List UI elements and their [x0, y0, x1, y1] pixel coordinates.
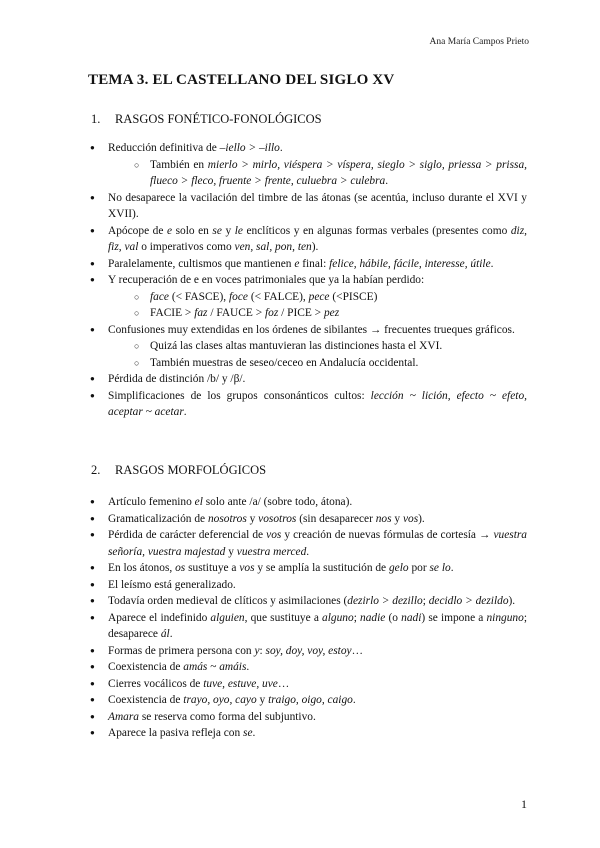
- italic-text: vos: [402, 512, 419, 525]
- bullet-item: [90, 272, 527, 322]
- bullet-text: [108, 676, 527, 693]
- italic-text: alguien: [210, 611, 245, 624]
- bullet-item: [90, 388, 527, 421]
- italic-text: se: [212, 224, 222, 237]
- italic-text: –iello > –illo: [219, 142, 280, 154]
- italic-text: diz, fiz, val: [108, 224, 527, 253]
- text-run: Pérdida de carácter deferencial de: [108, 529, 267, 541]
- bullet-text: [108, 560, 527, 577]
- text-run: No desaparece la vacilación del timbre de las átonas (se acentúa, incluso durante el XVI y XVII).: [108, 191, 527, 220]
- italic-text: lección ~ lición, efecto ~ efeto, aceptar ~ acetar: [108, 389, 527, 418]
- text-run: ) se impone a: [421, 611, 487, 624]
- bullet-item: [90, 190, 527, 223]
- text-run: ;: [422, 595, 429, 607]
- text-run: (< FALCE),: [247, 290, 309, 303]
- bullet-text: [108, 494, 527, 511]
- text-run: Formas de primera persona con: [108, 644, 255, 657]
- text-run: (o: [385, 611, 402, 624]
- bullet-text: [108, 140, 527, 157]
- text-run: .: [252, 727, 256, 739]
- text-run: Confusiones muy extendidas en los órdenes de sibilantes → frecuentes trueques gráficos.: [108, 323, 515, 336]
- text-run: Simplificaciones de los grupos consonánticos cultos:: [108, 389, 371, 402]
- text-run: , que sustituye a: [244, 611, 323, 624]
- text-run: En los átonos,: [108, 562, 176, 574]
- text-run: por: [408, 562, 430, 574]
- italic-text: foce: [229, 290, 248, 303]
- bullet-text: [108, 577, 527, 594]
- text-run: .: [450, 562, 454, 574]
- italic-text: tuve, estuve, uve: [203, 677, 278, 690]
- italic-text: ál: [160, 628, 170, 640]
- text-run: .: [246, 661, 250, 673]
- italic-text: nadi: [401, 611, 422, 624]
- italic-text: nosotros: [207, 512, 247, 525]
- italic-text: faz: [194, 307, 208, 319]
- bullet-item: [90, 371, 527, 388]
- text-run: y creación de nuevas fórmulas de cortesía →: [281, 529, 494, 541]
- bullet-text: [108, 725, 527, 742]
- bullet-item: [90, 676, 527, 693]
- document-title: TEMA 3. EL CASTELLANO DEL SIGLO XV: [88, 72, 395, 88]
- text-run: Cierres vocálicos de: [108, 677, 204, 690]
- text-run: :: [259, 644, 266, 657]
- italic-text: gelo: [388, 562, 409, 574]
- italic-text: decidlo > dezildo: [428, 595, 509, 607]
- italic-text: ninguno: [486, 611, 524, 624]
- bullet-item: [90, 610, 527, 643]
- italic-text: e: [166, 224, 173, 237]
- text-run: (< FASCE),: [168, 290, 229, 303]
- sub-bullet-item: [134, 355, 527, 372]
- text-run: El leísmo está generalizado.: [108, 578, 236, 591]
- italic-text: nadie: [360, 611, 386, 624]
- sub-bullet-item: [134, 305, 527, 322]
- text-run: Coexistencia de: [108, 694, 184, 706]
- text-run: Apócope de: [108, 224, 167, 237]
- italic-text: le: [234, 224, 243, 237]
- italic-text: ven, sal, pon, ten: [234, 241, 312, 253]
- section-list: [90, 494, 527, 742]
- sub-list: [108, 338, 527, 371]
- bullet-text: [108, 388, 527, 421]
- text-run: enclíticos y en algunas formas verbales (presentes como: [242, 224, 511, 237]
- italic-text: vos: [239, 562, 255, 574]
- text-run: …: [277, 677, 290, 690]
- text-run: .: [169, 628, 173, 640]
- text-run: (<PISCE): [329, 290, 378, 303]
- bullet-item: [90, 593, 527, 610]
- bullet-text: [108, 659, 527, 676]
- bullet-text: [108, 322, 527, 339]
- sub-bullet-item: [134, 157, 527, 190]
- bullet-text: [108, 511, 527, 528]
- text-run: se reserva como forma del subjuntivo.: [139, 710, 316, 723]
- sub-list: [108, 289, 527, 322]
- section-heading-morphology: [91, 463, 266, 478]
- text-run: y se amplía la sustitución de: [254, 562, 389, 574]
- italic-text: y: [254, 644, 260, 657]
- italic-text: face: [150, 290, 169, 303]
- text-run: .: [279, 142, 283, 154]
- text-run: También muestras de seseo/ceceo en Andalucía occidental.: [150, 356, 419, 369]
- italic-text: pez: [323, 307, 340, 319]
- text-run: (sin desaparecer: [296, 512, 376, 525]
- italic-text: mierlo > mirlo, viéspera > víspera, sieglo > siglo, priessa > prissa, flueco > fleco, fruente > frente, culuebra > culebra: [150, 158, 527, 187]
- sub-bullet-item: [134, 338, 527, 355]
- text-run: y: [225, 545, 237, 558]
- italic-text: traigo, oigo, caigo: [268, 694, 353, 706]
- text-run: ).: [311, 241, 319, 253]
- text-run: Y recuperación de e en voces patrimoniales que ya la habían perdido:: [108, 274, 425, 286]
- italic-text: dezirlo > dezillo: [347, 595, 423, 607]
- bullet-text: [108, 272, 527, 289]
- text-run: y: [221, 224, 235, 237]
- text-run: y: [246, 512, 259, 525]
- text-run: o imperativos como: [138, 241, 235, 253]
- italic-text: e: [294, 257, 300, 270]
- text-run: / FAUCE >: [207, 307, 265, 319]
- bullet-item: [90, 643, 527, 660]
- section-title: RASGOS FONÉTICO-FONOLÓGICOS: [115, 112, 322, 126]
- italic-text: trayo, oyo, cayo: [183, 694, 257, 706]
- text-run: .: [385, 175, 389, 187]
- bullet-text: [108, 709, 527, 726]
- text-run: / PICE >: [278, 307, 324, 319]
- text-run: ;: [353, 611, 361, 624]
- text-run: final:: [299, 257, 330, 270]
- bullet-text: [108, 223, 527, 256]
- text-run: Artículo femenino: [108, 496, 195, 508]
- section-number: 1.: [91, 112, 101, 126]
- italic-text: vuestra señoría, vuestra majestad: [108, 529, 528, 558]
- text-run: y: [256, 694, 269, 706]
- bullet-item: [90, 659, 527, 676]
- text-run: Pérdida de distinción /b/ y /β/.: [108, 373, 246, 385]
- text-run: Aparece el indefinido: [108, 611, 211, 624]
- bullet-item: [90, 223, 527, 256]
- text-run: FACIE >: [150, 307, 195, 319]
- italic-text: Amara: [108, 710, 140, 723]
- text-run: Gramaticalización de: [108, 512, 208, 525]
- bullet-text: [108, 643, 527, 660]
- italic-text: se: [243, 727, 253, 739]
- text-run: ; desaparece: [108, 611, 527, 640]
- italic-text: el: [194, 496, 203, 508]
- bullet-item: [90, 494, 527, 511]
- text-run: solo en: [172, 224, 213, 237]
- text-run: sustituye a: [185, 562, 240, 574]
- bullet-item: [90, 560, 527, 577]
- italic-text: alguno: [322, 611, 354, 624]
- section-title: RASGOS MORFOLÓGICOS: [115, 463, 267, 477]
- bullet-text: [108, 256, 527, 273]
- italic-text: vuestra merced: [236, 545, 307, 558]
- text-run: ).: [508, 595, 516, 607]
- text-run: .: [490, 257, 494, 270]
- text-run: También en: [150, 158, 208, 171]
- italic-text: vosotros: [258, 512, 297, 525]
- italic-text: soy, doy, voy, estoy: [265, 644, 352, 657]
- sub-list: [108, 157, 527, 190]
- text-run: .: [306, 545, 310, 558]
- section-heading-phonetics: [91, 112, 322, 127]
- italic-text: felice, hábile, fácile, interesse, útile: [329, 257, 491, 270]
- text-run: Reducción definitiva de: [108, 142, 220, 154]
- bullet-item: [90, 725, 527, 742]
- bullet-item: [90, 256, 527, 273]
- italic-text: nos: [375, 512, 392, 525]
- italic-text: amás ~ amáis: [183, 661, 247, 673]
- italic-text: foz: [264, 307, 279, 319]
- italic-text: pece: [308, 290, 330, 303]
- bullet-item: [90, 577, 527, 594]
- text-run: Todavía orden medieval de clíticos y asimilaciones (: [108, 595, 348, 607]
- bullet-text: [108, 371, 527, 388]
- text-run: ).: [418, 512, 425, 525]
- bullet-item: [90, 511, 527, 528]
- sub-bullet-item: [134, 289, 527, 306]
- text-run: Paralelamente, cultismos que mantienen: [108, 257, 295, 270]
- text-run: …: [351, 644, 363, 657]
- bullet-text: [108, 692, 527, 709]
- bullet-text: [108, 593, 527, 610]
- bullet-item: [90, 322, 527, 372]
- italic-text: se lo: [429, 562, 451, 574]
- section-number: 2.: [91, 463, 101, 477]
- text-run: Aparece la pasiva refleja con: [108, 727, 244, 739]
- author-header: Ana María Campos Prieto: [429, 37, 529, 47]
- bullet-item: [90, 527, 527, 560]
- bullet-item: [90, 709, 527, 726]
- text-run: y: [391, 512, 403, 525]
- text-run: .: [352, 694, 356, 706]
- bullet-item: [90, 692, 527, 709]
- bullet-item: [90, 140, 527, 190]
- italic-text: os: [175, 562, 186, 574]
- page-number: 1: [521, 797, 527, 811]
- bullet-text: [108, 190, 527, 223]
- bullet-text: [108, 610, 527, 643]
- italic-text: vos: [266, 529, 282, 541]
- text-run: .: [183, 406, 187, 418]
- text-run: Quizá las clases altas mantuvieran las distinciones hasta el XVI.: [150, 340, 443, 352]
- text-run: Coexistencia de: [108, 661, 184, 673]
- text-run: solo ante /a/ (sobre todo, átona).: [202, 496, 353, 508]
- bullet-text: [108, 527, 527, 560]
- section-list: [90, 140, 527, 421]
